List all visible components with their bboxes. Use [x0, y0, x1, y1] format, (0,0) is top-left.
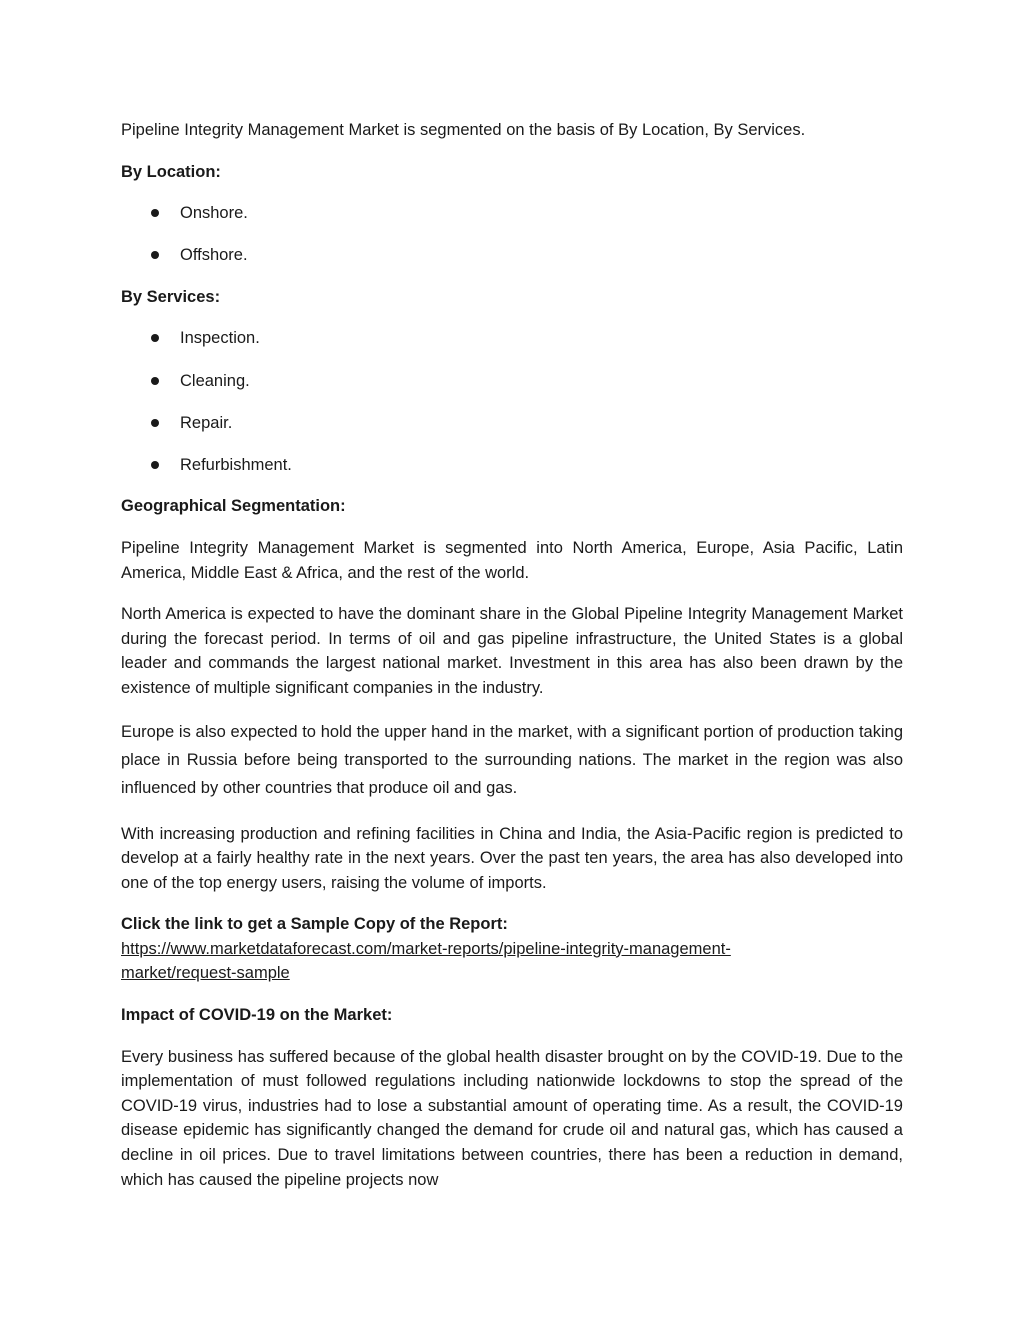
document-page [121, 118, 903, 1192]
bullet-icon [151, 209, 159, 217]
list-item [121, 326, 903, 351]
asia-pacific-paragraph: With increasing production and refining facilities in China and India, the Asia-Pacific region is predicted to develop at a fairly healthy rate in the next years. Over the past ten years, the area has also developed into one of the top energy users, raising the volume of imports. [121, 824, 903, 892]
list-item [121, 453, 903, 478]
geographical-segmentation-heading: Geographical Segmentation: [121, 497, 346, 516]
bullet-icon [151, 334, 159, 342]
list-item-label: Offshore. [180, 246, 248, 265]
list-item [121, 369, 903, 394]
bullet-icon [151, 419, 159, 427]
by-services-heading: By Services: [121, 287, 221, 306]
north-america-paragraph: North America is expected to have the dominant share in the Global Pipeline Integrity Management Market during the forecast period. In terms of oil and gas pipeline infrastructure, the United States is a global leader and commands the largest national market. Investment in this area has also been drawn by the existence of multiple significant companies in the industry. [121, 605, 903, 697]
sample-copy-block [121, 912, 903, 986]
list-item [121, 243, 903, 268]
list-item [121, 411, 903, 436]
sample-report-link-line2[interactable]: market/request-sample [121, 964, 290, 983]
sample-copy-label: Click the link to get a Sample Copy of the Report: [121, 915, 508, 934]
geo-regions-paragraph: Pipeline Integrity Management Market is segmented into North America, Europe, Asia Pacific, Latin America, Middle East & Africa, and the rest of the world. [121, 538, 903, 582]
europe-paragraph: Europe is also expected to hold the upper hand in the market, with a significant portion of production taking place in Russia before being transported to the surrounding nations. The market in the region was also influenced by other countries that produce oil and gas. [121, 722, 903, 797]
covid-impact-paragraph: Every business has suffered because of the global health disaster brought on by the COVID-19. Due to the implementation of must followed regulations including nationwide lockdowns to stop the spread of the COVID-19 virus, industries had to lose a substantial amount of operating time. As a result, the COVID-19 disease epidemic has significantly changed the demand for crude oil and natural gas, which has caused a decline in oil prices. Due to travel limitations between countries, there has been a reduction in demand, which has caused the pipeline projects now [121, 1047, 903, 1189]
covid-impact-heading: Impact of COVID-19 on the Market: [121, 1006, 393, 1025]
list-item-label: Inspection. [180, 329, 260, 348]
by-location-list [121, 201, 903, 268]
by-services-list [121, 326, 903, 477]
intro-paragraph: Pipeline Integrity Management Market is segmented on the basis of By Location, By Services. [121, 121, 806, 139]
list-item-label: Cleaning. [180, 371, 250, 390]
bullet-icon [151, 251, 159, 259]
bullet-icon [151, 377, 159, 385]
bullet-icon [151, 461, 159, 469]
list-item-label: Refurbishment. [180, 455, 292, 474]
list-item-label: Onshore. [180, 204, 248, 223]
list-item-label: Repair. [180, 413, 233, 432]
sample-report-link[interactable] [121, 940, 731, 983]
sample-report-link-line1[interactable]: https://www.marketdataforecast.com/market-reports/pipeline-integrity-management- [121, 939, 731, 958]
by-location-heading: By Location: [121, 162, 221, 181]
list-item [121, 201, 903, 226]
